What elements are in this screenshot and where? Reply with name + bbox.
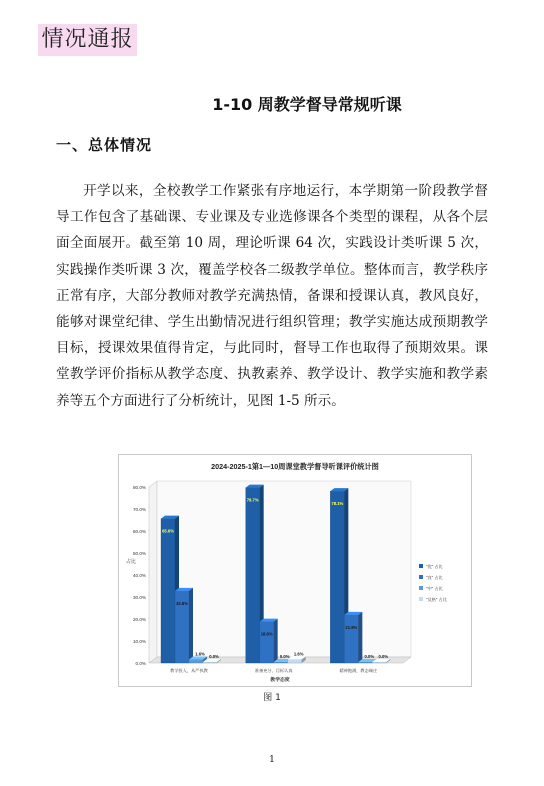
section-heading: 一、总体情况 bbox=[56, 136, 153, 154]
bar bbox=[161, 519, 175, 663]
x-axis-label: 教学态度 bbox=[270, 678, 290, 683]
bar bbox=[274, 662, 288, 663]
chart-svg bbox=[119, 455, 471, 686]
legend-swatch bbox=[419, 564, 423, 568]
bar bbox=[260, 622, 274, 663]
data-label: 0.0% bbox=[209, 654, 219, 659]
body-paragraph: 开学以来，全校教学工作紧张有序地运行，本学期第一阶段教学督导工作包含了基础课、专业课及专业选修课各个类型的课程，从各个层面全面展开。截至第 10 周，理论听课 64 次，实践设计类听课 5 次，实践操作类听课 3 次，覆盖学校各二级教学单位。整体而言，教学秩序正常有序，大部分教师对教学充满热情，备课和授课认真，教风良好，能够对课堂纪律、学生出勤情况进行组织管理；教学实施达成预期教学目标，授课效果值得肯定，与此同时，督导工作也取得了预期效果。课堂教学评价指标从教学态度、执教素养、教学设计、教学实施和教学素养等五个方面进行了分析统计，见图 1-5 所示。 bbox=[56, 183, 488, 409]
bar bbox=[344, 615, 358, 663]
y-tick-label: 40.0% bbox=[132, 573, 146, 578]
data-label: 21.9% bbox=[345, 624, 358, 630]
y-tick-label: 10.0% bbox=[132, 639, 146, 644]
data-label: 18.8% bbox=[260, 631, 273, 637]
data-label: 32.8% bbox=[176, 600, 188, 606]
evaluation-chart bbox=[118, 454, 472, 687]
chart-title: 2024-2025-1第1—10周课堂教学督导听课评价统计图 bbox=[211, 462, 379, 471]
bar bbox=[288, 659, 302, 663]
figure-caption: 图 1 bbox=[263, 693, 281, 703]
page-number: 1 bbox=[269, 755, 275, 765]
data-label: 1.6% bbox=[293, 651, 304, 657]
chart-side-wall bbox=[149, 481, 157, 663]
y-tick-label: 60.0% bbox=[132, 529, 146, 534]
bar-side bbox=[358, 612, 362, 663]
data-label: 78.1% bbox=[331, 501, 344, 507]
bar-side bbox=[189, 588, 193, 663]
y-tick-label: 80.0% bbox=[132, 485, 146, 490]
y-tick-label: 30.0% bbox=[132, 595, 146, 600]
x-tick-label: 准备充分，目标认真 bbox=[254, 668, 293, 673]
legend-label: "良" 占比 bbox=[426, 575, 443, 580]
data-label: 0.0% bbox=[279, 654, 290, 659]
bar bbox=[189, 659, 203, 663]
data-label: 0.0% bbox=[364, 654, 375, 659]
y-axis-label: 占比 bbox=[125, 559, 137, 565]
legend-swatch bbox=[419, 597, 423, 601]
data-label: 0.0% bbox=[378, 654, 389, 659]
legend-label: "中" 占比 bbox=[426, 586, 443, 591]
bar-side bbox=[274, 619, 278, 663]
chart-back-wall bbox=[157, 481, 411, 657]
data-label: 1.6% bbox=[195, 651, 205, 657]
bar bbox=[372, 662, 386, 663]
bar bbox=[330, 491, 344, 663]
data-label: 65.6% bbox=[162, 528, 174, 534]
y-tick-label: 70.0% bbox=[132, 507, 146, 512]
y-tick-label: 0.0% bbox=[135, 661, 146, 666]
y-tick-label: 50.0% bbox=[132, 551, 146, 556]
x-tick-label: 教学投入，从严执教 bbox=[170, 668, 208, 673]
legend-swatch bbox=[419, 575, 423, 579]
report-tag: 情况通报 bbox=[38, 24, 137, 56]
x-tick-label: 精神饱满，教态端庄 bbox=[339, 668, 378, 673]
y-tick-label: 20.0% bbox=[132, 617, 146, 622]
bar bbox=[246, 488, 260, 663]
data-label: 79.7% bbox=[246, 497, 259, 503]
document-title: 1-10 周教学督导常规听课 bbox=[212, 95, 402, 114]
bar bbox=[358, 662, 372, 663]
legend-label: "及格" 占比 bbox=[426, 597, 447, 602]
legend-swatch bbox=[419, 586, 423, 590]
legend-label: "优" 占比 bbox=[426, 564, 443, 569]
bar bbox=[203, 662, 217, 663]
